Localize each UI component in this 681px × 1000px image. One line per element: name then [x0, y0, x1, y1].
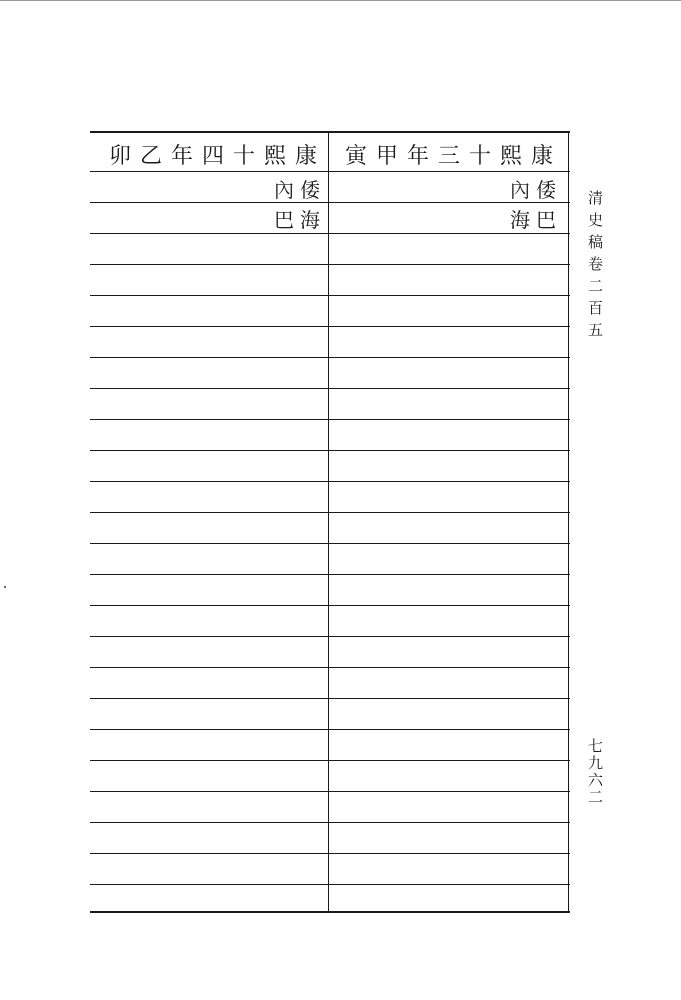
table-row-rule [90, 605, 570, 606]
table-row-rule [90, 667, 570, 668]
table-row-rule [90, 450, 570, 451]
left-row-2-text: 海巴 [274, 207, 326, 232]
year-table [90, 131, 570, 913]
right-row-1-text: 倭內 [510, 177, 562, 202]
table-top-rule [90, 131, 570, 133]
right-row-2-text: 巴海 [510, 207, 562, 232]
table-row-rule [90, 791, 570, 792]
table-row-rule [90, 202, 570, 203]
table-row-rule [90, 481, 570, 482]
table-row-rule [90, 729, 570, 730]
left-column-header [98, 139, 326, 169]
volume-title: 清史稿卷二百五 [586, 190, 604, 344]
table-right-edge [568, 131, 569, 913]
table-row-rule [90, 884, 570, 885]
scan-speck [4, 586, 6, 588]
table-row-rule [90, 853, 570, 854]
table-row-rule [90, 512, 570, 513]
table-row-rule [90, 264, 570, 265]
table-row-rule [90, 388, 570, 389]
table-row-rule [90, 295, 570, 296]
table-row-rule [90, 636, 570, 637]
table-row-rule [90, 822, 570, 823]
header-bottom-rule [90, 171, 570, 172]
right-column-header [336, 139, 562, 169]
page-top-rule [0, 0, 681, 1]
page-number: 七九六二 [586, 738, 604, 806]
right-column-header-text: 康熙十三年甲寅 [344, 143, 562, 169]
left-row-2-label [98, 204, 326, 232]
column-divider [328, 131, 329, 913]
table-row-rule [90, 698, 570, 699]
table-row-rule [90, 326, 570, 327]
table-row-rule [90, 233, 570, 234]
table-row-rule [90, 419, 570, 420]
left-row-1-text: 倭內 [274, 177, 326, 202]
right-row-2-label [336, 204, 562, 232]
left-row-1-label [98, 174, 326, 202]
table-row-rule [90, 543, 570, 544]
table-row-rule [90, 357, 570, 358]
table-bottom-rule [90, 911, 570, 913]
left-column-header-text: 康熙十四年乙卯 [108, 143, 326, 169]
right-row-1-label [336, 174, 562, 202]
table-row-rule [90, 760, 570, 761]
table-row-rule [90, 574, 570, 575]
